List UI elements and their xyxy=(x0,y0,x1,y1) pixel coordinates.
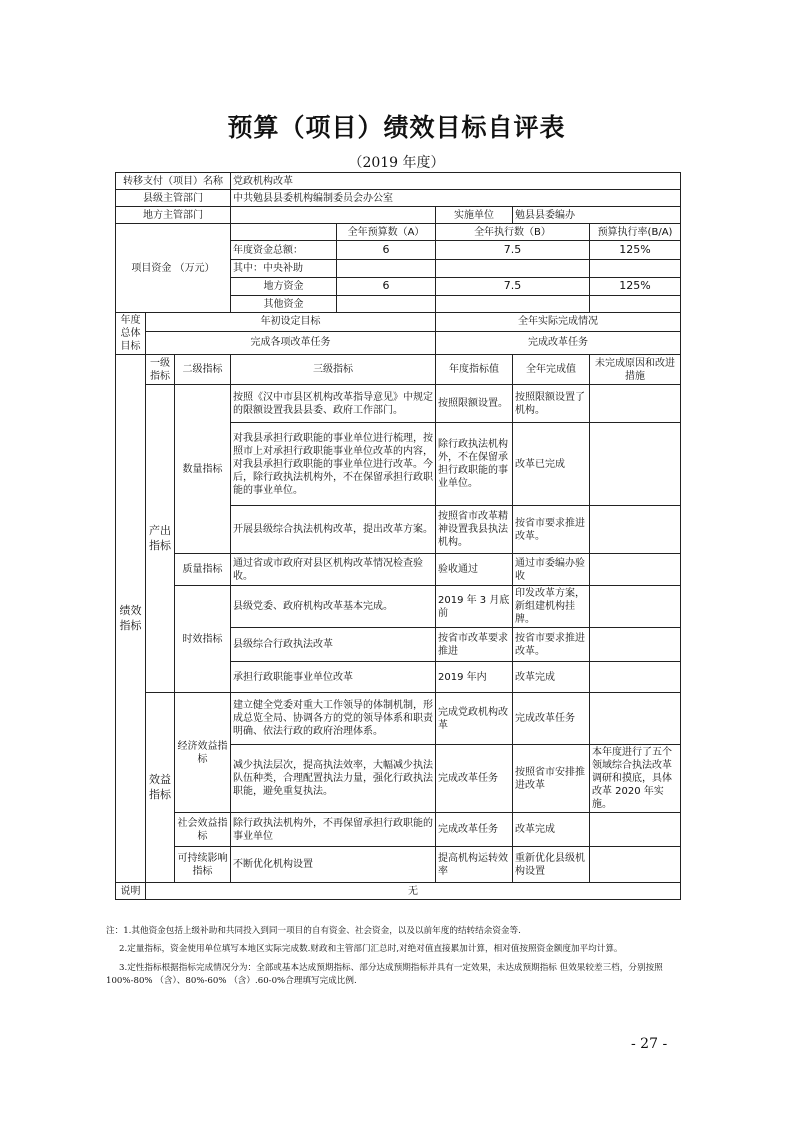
year-subtitle: （2019 年度） xyxy=(348,155,445,171)
quantity-indicator-label: 数量指标 xyxy=(175,385,231,554)
funds-col-budget: 全年预算数（A） xyxy=(337,224,436,241)
goal-header-row xyxy=(116,313,681,332)
indicator-row: 时效指标 县级党委、政府机构改革基本完成。 2019 年 3 月底前 印发改革方案，新组建机构挂牌。 xyxy=(116,586,681,628)
goal-set-value: 完成各项改革任务 xyxy=(146,331,436,354)
funds-row: 其中：中央补助 xyxy=(116,260,681,278)
benefit-indicator-label: 效益指标 xyxy=(146,693,175,883)
indicator-outer-label: 绩效指标 xyxy=(116,355,146,883)
header-target: 年度指标值 xyxy=(436,355,513,385)
impl-unit-value: 勉县县委编办 xyxy=(513,207,681,224)
time-indicator-label: 时效指标 xyxy=(175,586,231,693)
sustain-indicator-label: 可持续影响指标 xyxy=(175,847,231,883)
indicator-row: 开展县级综合执法机构改革，提出改革方案。 按照省市改革精神设置我县执法机构。 按省市要求推进改革。 xyxy=(116,506,681,554)
header-l3: 三级指标 xyxy=(231,355,436,385)
remark-row xyxy=(116,883,681,900)
indicator-row: 对我县承担行政职能的事业单位进行梳理，按照市上对承担行政职能事业单位改革的内容，对我县承担行政职能的事业单位进行改革。今后，除行政执法机构外，不在保留承担行政职能的事业单位。 除行政执法机构外，不在保留承担行政职能的事业单位。 改革已完成 xyxy=(116,423,681,506)
goal-actual-label: 全年实际完成情况 xyxy=(436,313,681,332)
social-indicator-label: 社会效益指标 xyxy=(175,813,231,847)
indicator-row: 承担行政职能事业单位改革 2019 年内 改革完成 xyxy=(116,662,681,693)
header-l2: 二级指标 xyxy=(175,355,231,385)
header-actual: 全年完成值 xyxy=(513,355,590,385)
indicator-row: 社会效益指标 除行政执法机构外，不再保留承担行政职能的事业单位 完成改革任务 改革完成 xyxy=(116,813,681,847)
funds-row: 年度资金总额： 6 7.5 125% xyxy=(116,241,681,260)
quality-indicator-label: 质量指标 xyxy=(175,554,231,586)
output-indicator-label: 产出指标 xyxy=(146,385,175,693)
project-label: 转移支付（项目）名称 xyxy=(116,173,231,190)
funds-col-exec: 全年执行数（B） xyxy=(436,224,590,241)
header-reason: 未完成原因和改进措施 xyxy=(590,355,681,385)
indicator-row: 产出指标 数量指标 按照《汉中市县区机构改革指导意见》中规定的限额设置我县县委、政府工作部门。 按照限额设置。 按照限额设置了机构。 xyxy=(116,385,681,423)
footnotes xyxy=(106,925,691,993)
page-number: - 27 - xyxy=(631,1036,668,1052)
local-dept-row xyxy=(116,207,681,224)
indicator-header-row xyxy=(116,355,681,385)
local-dept-label: 地方主管部门 xyxy=(116,207,231,224)
project-value: 党政机构改革 xyxy=(231,173,681,190)
indicator-row: 效益指标 经济效益指标 建立健全党委对重大工作领导的体制机制，形成总览全局、协调各方的党的领导体系和职责明确、依法行政的政府治理体系。 完成党政机构改革 完成改革任务 xyxy=(116,693,681,745)
goal-value-row xyxy=(116,331,681,354)
footnote: 2.定量指标，资金使用单位填写本地区实际完成数.财政和主管部门汇总时,对绝对值直接累加计算，相对值按照资金额度加平均计算。 xyxy=(119,944,623,955)
impl-unit-label: 实施单位 xyxy=(436,207,513,224)
footnote: 注：1.其他资金包括上级补助和共同投入到同一项目的自有资金、社会资金，以及以前年度的结转结余资金等. xyxy=(106,926,521,936)
footnote: 3.定性指标根据指标完成情况分为：全部或基本达成预期指标、部分达成预期指标并具有一定效果，未达成预期指标 但效果较差三档，分别按照 100%-80% （含）、80%-60% （含）.60-0%合理填写完成比例. xyxy=(106,962,663,986)
header-l1: 一级指标 xyxy=(146,355,175,385)
remark-value: 无 xyxy=(146,883,681,900)
project-row xyxy=(116,173,681,190)
dept-label: 县级主管部门 xyxy=(116,190,231,207)
goal-label: 年度总体目标 xyxy=(116,313,146,355)
indicator-row: 县级综合行政执法改革 按省市改革要求推进 按省市要求推进改革。 xyxy=(116,628,681,662)
remark-label: 说明 xyxy=(116,883,146,900)
dept-row xyxy=(116,190,681,207)
goal-set-label: 年初设定目标 xyxy=(146,313,436,332)
indicator-row: 质量指标 通过省或市政府对县区机构改革情况检查验收。 验收通过 通过市委编办验收 xyxy=(116,554,681,586)
funds-col-rate: 预算执行率(B/A) xyxy=(590,224,681,241)
funds-row: 地方资金 6 7.5 125% xyxy=(116,278,681,296)
indicator-row: 可持续影响指标 不断优化机构设置 提高机构运转效率 重新优化县级机构设置 xyxy=(116,847,681,883)
goal-actual-value: 完成改革任务 xyxy=(436,331,681,354)
funds-header-row xyxy=(116,224,681,241)
page-title: 预算（项目）绩效目标自评表 xyxy=(227,113,566,142)
local-dept-value xyxy=(231,207,436,224)
funds-row: 其他资金 xyxy=(116,296,681,313)
self-evaluation-table xyxy=(115,172,681,900)
dept-value: 中共勉县县委机构编制委员会办公室 xyxy=(231,190,681,207)
indicator-row: 减少执法层次，提高执法效率，大幅减少执法队伍种类，合理配置执法力量，强化行政执法职能，避免重复执法。 完成改革任务 按照省市安排推进改革 本年度进行了五个领域综合执法改革调研和摸底，具体改革 2020 年实施。 xyxy=(116,745,681,813)
economic-indicator-label: 经济效益指标 xyxy=(175,693,231,813)
funds-label: 项目资金 （万元） xyxy=(116,224,231,313)
